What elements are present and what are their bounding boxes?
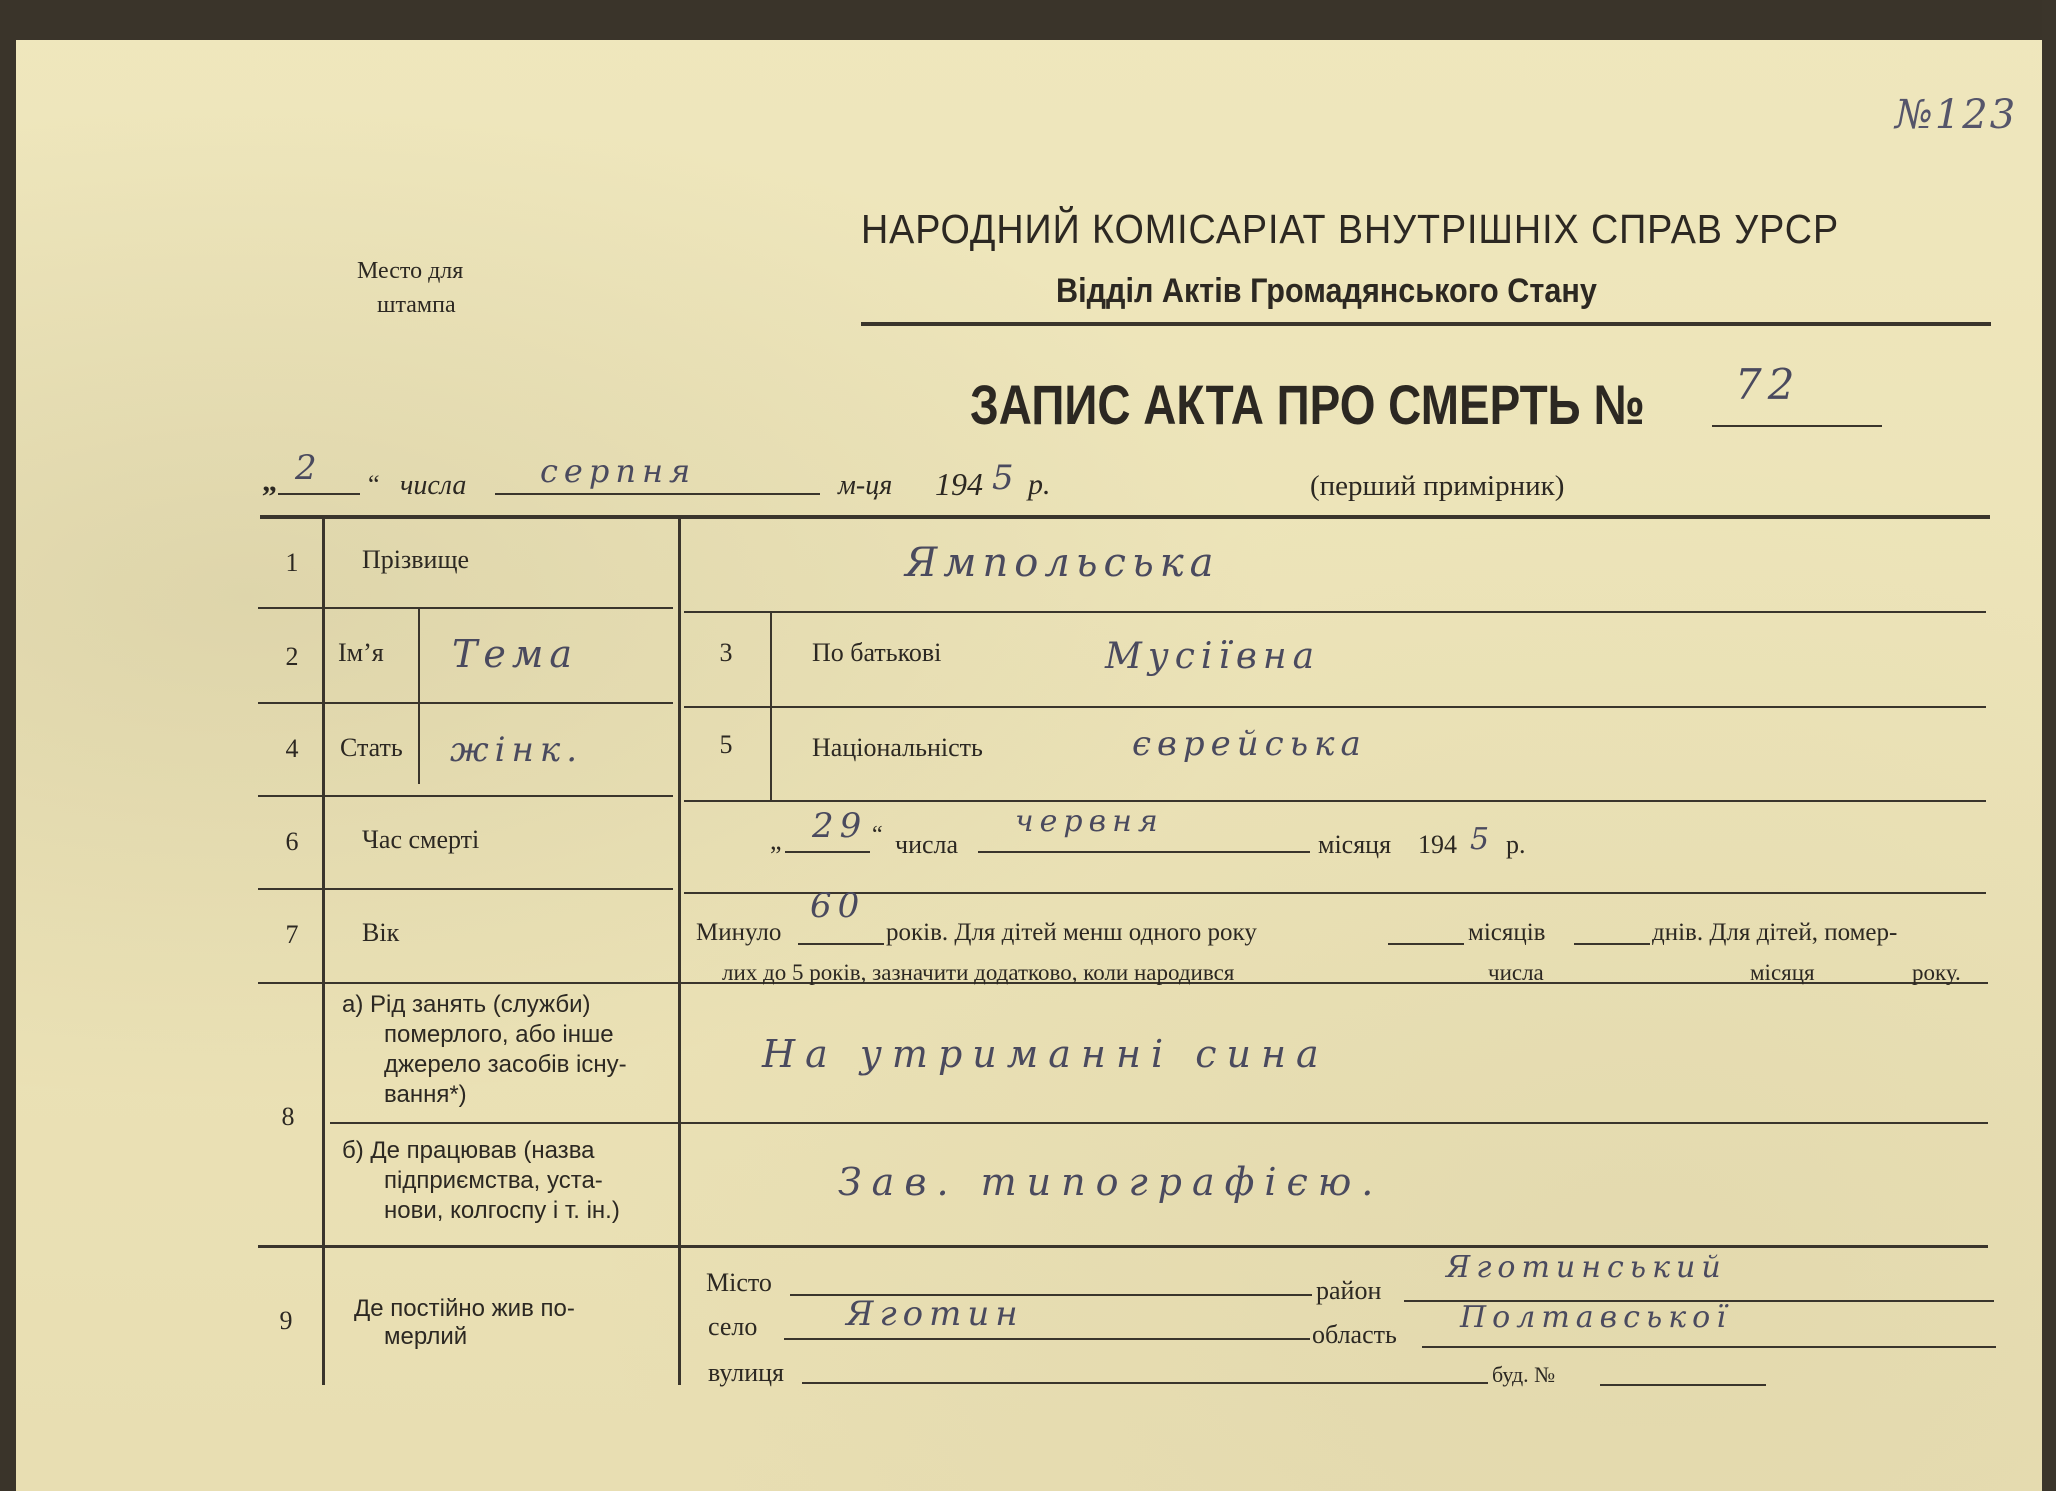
col-divider-left	[322, 515, 325, 1385]
row-sep-1b	[684, 611, 1986, 613]
background-edge-right	[2042, 0, 2056, 1491]
sex-col-divider	[418, 704, 420, 784]
background-edge-left	[0, 0, 16, 1491]
age-months-line	[1388, 943, 1464, 945]
district-value: Яготинський	[1446, 1250, 1727, 1285]
row-sep-8a	[330, 1122, 1988, 1124]
street-line	[802, 1382, 1488, 1384]
first-name-value: Тема	[452, 632, 578, 676]
village-value: Яготин	[846, 1294, 1024, 1334]
district-label: район	[1316, 1276, 1382, 1305]
date-close-quote: “	[368, 470, 380, 499]
date-month: серпня	[540, 452, 697, 490]
age-line2-d: року.	[1912, 960, 1961, 985]
row-sep-3b	[684, 800, 1986, 802]
death-open-quote: „	[770, 826, 782, 855]
age-line1-b: років. Для дітей менш одного року	[886, 919, 1257, 946]
row-sep-4b	[684, 892, 1986, 894]
archive-number: №123	[1895, 92, 2018, 138]
row-sep-6	[258, 1245, 1988, 1248]
row-sep-4	[258, 888, 673, 890]
death-year-end: р.	[1506, 830, 1526, 859]
age-line1-d: днів. Для дітей, помер-	[1652, 919, 1898, 946]
nationality-label: Національність	[812, 733, 983, 762]
city-label: Місто	[706, 1268, 772, 1297]
workplace-value: Зав. типографією.	[838, 1160, 1384, 1204]
village-line	[784, 1338, 1310, 1340]
document-title: ЗАПИС АКТА ПРО СМЕРТЬ №	[970, 373, 1645, 436]
date-day-line	[278, 493, 360, 495]
nationality-col-divider	[770, 708, 772, 800]
building-line	[1600, 1384, 1766, 1386]
age-line1-c: місяців	[1468, 919, 1546, 946]
header-rule	[861, 322, 1991, 326]
age-line1-a: Минуло	[696, 919, 782, 946]
row5-number: 5	[719, 730, 733, 759]
age-label: Вік	[362, 918, 400, 947]
date-month-line	[495, 493, 820, 495]
row9-number: 9	[279, 1306, 293, 1335]
first-name-label: Ім’я	[338, 638, 384, 667]
row8-number: 8	[281, 1102, 295, 1131]
name-col-divider	[418, 609, 420, 702]
occupation-label-3: джерело засобів існу-	[384, 1051, 627, 1078]
death-year-prefix: 194	[1418, 830, 1457, 859]
region-label: область	[1312, 1320, 1397, 1349]
age-line2-c: місяця	[1750, 960, 1815, 985]
workplace-label-3: нови, колгоспу і т. ін.)	[384, 1197, 620, 1224]
occupation-value: На утриманні сина	[762, 1032, 1329, 1076]
date-year-end: р.	[1028, 468, 1051, 501]
death-month-label: місяця	[1318, 830, 1392, 859]
table-top-border	[260, 515, 1990, 519]
patronymic-label: По батькові	[812, 638, 942, 667]
date-year-prefix: 194	[935, 466, 983, 502]
record-number: 72	[1735, 360, 1801, 409]
surname-value: Ямпольська	[905, 540, 1220, 586]
death-year-suffix: 5	[1470, 822, 1490, 857]
row6-number: 6	[285, 827, 299, 856]
age-years-line	[798, 943, 884, 945]
occupation-label-1: а) Рід занять (служби)	[342, 991, 591, 1018]
record-number-line	[1712, 425, 1882, 427]
row-sep-1	[258, 607, 673, 609]
death-day: 29	[812, 806, 868, 846]
residence-label-2: мерлий	[384, 1323, 468, 1350]
date-open-quote: „	[262, 465, 277, 498]
row4-number: 4	[285, 734, 299, 763]
age-birth-day-line	[1440, 982, 1486, 984]
village-label: село	[708, 1312, 758, 1341]
death-day-line	[785, 851, 870, 853]
age-birth-month-line	[1582, 982, 1748, 984]
building-label: буд. №	[1492, 1362, 1556, 1387]
age-birth-year-line	[1838, 982, 1908, 984]
region-value: Полтавської	[1460, 1300, 1732, 1335]
street-label: вулиця	[708, 1358, 785, 1387]
death-time-label: Час смерті	[362, 825, 480, 854]
death-month-line	[978, 851, 1310, 853]
date-day: 2	[295, 448, 323, 488]
ministry-title: НАРОДНИЙ КОМІСАРІАТ ВНУТРІШНІХ СПРАВ УРСР	[861, 206, 1840, 252]
row-sep-2	[258, 702, 673, 704]
row1-number: 1	[285, 548, 299, 577]
sex-value: жінк.	[450, 730, 584, 770]
age-line2-b: числа	[1488, 960, 1544, 985]
row7-number: 7	[285, 920, 299, 949]
region-line	[1422, 1346, 1996, 1348]
workplace-label-2: підприємства, уста-	[384, 1167, 603, 1194]
stamp-place-label-2: штампа	[377, 292, 456, 318]
col-divider-mid	[678, 515, 681, 1385]
row-sep-2b	[684, 706, 1986, 708]
occupation-label-4: вання*)	[384, 1081, 467, 1108]
age-days-line	[1574, 943, 1650, 945]
row3-number: 3	[719, 638, 733, 667]
stamp-place-label-1: Место для	[357, 258, 464, 284]
nationality-value: єврейська	[1132, 724, 1367, 764]
date-year-suffix: 5	[992, 458, 1014, 498]
date-day-label: числа	[400, 470, 467, 501]
residence-label-1: Де постійно жив по-	[354, 1295, 575, 1322]
workplace-label-1: б) Де працював (назва	[342, 1137, 595, 1164]
sex-label: Стать	[340, 733, 403, 762]
date-month-label: м-ця	[838, 470, 893, 501]
death-day-label: числа	[895, 830, 959, 859]
death-close-quote: “	[872, 822, 883, 848]
copy-note: (перший примірник)	[1310, 470, 1565, 502]
surname-label: Прізвище	[362, 545, 470, 574]
department-title: Відділ Актів Громадянського Стану	[1056, 272, 1597, 310]
occupation-label-2: померлого, або інше	[384, 1021, 614, 1048]
row2-number: 2	[285, 642, 299, 671]
death-month: червня	[1015, 804, 1164, 839]
age-line2-a: лих до 5 років, зазначити додатково, коли народився	[722, 960, 1235, 985]
patronymic-value: Мусіївна	[1105, 636, 1321, 677]
patronymic-col-divider	[770, 613, 772, 706]
age-years: 60	[810, 886, 866, 926]
background-edge-top	[0, 0, 2056, 40]
row-sep-3	[258, 795, 673, 797]
